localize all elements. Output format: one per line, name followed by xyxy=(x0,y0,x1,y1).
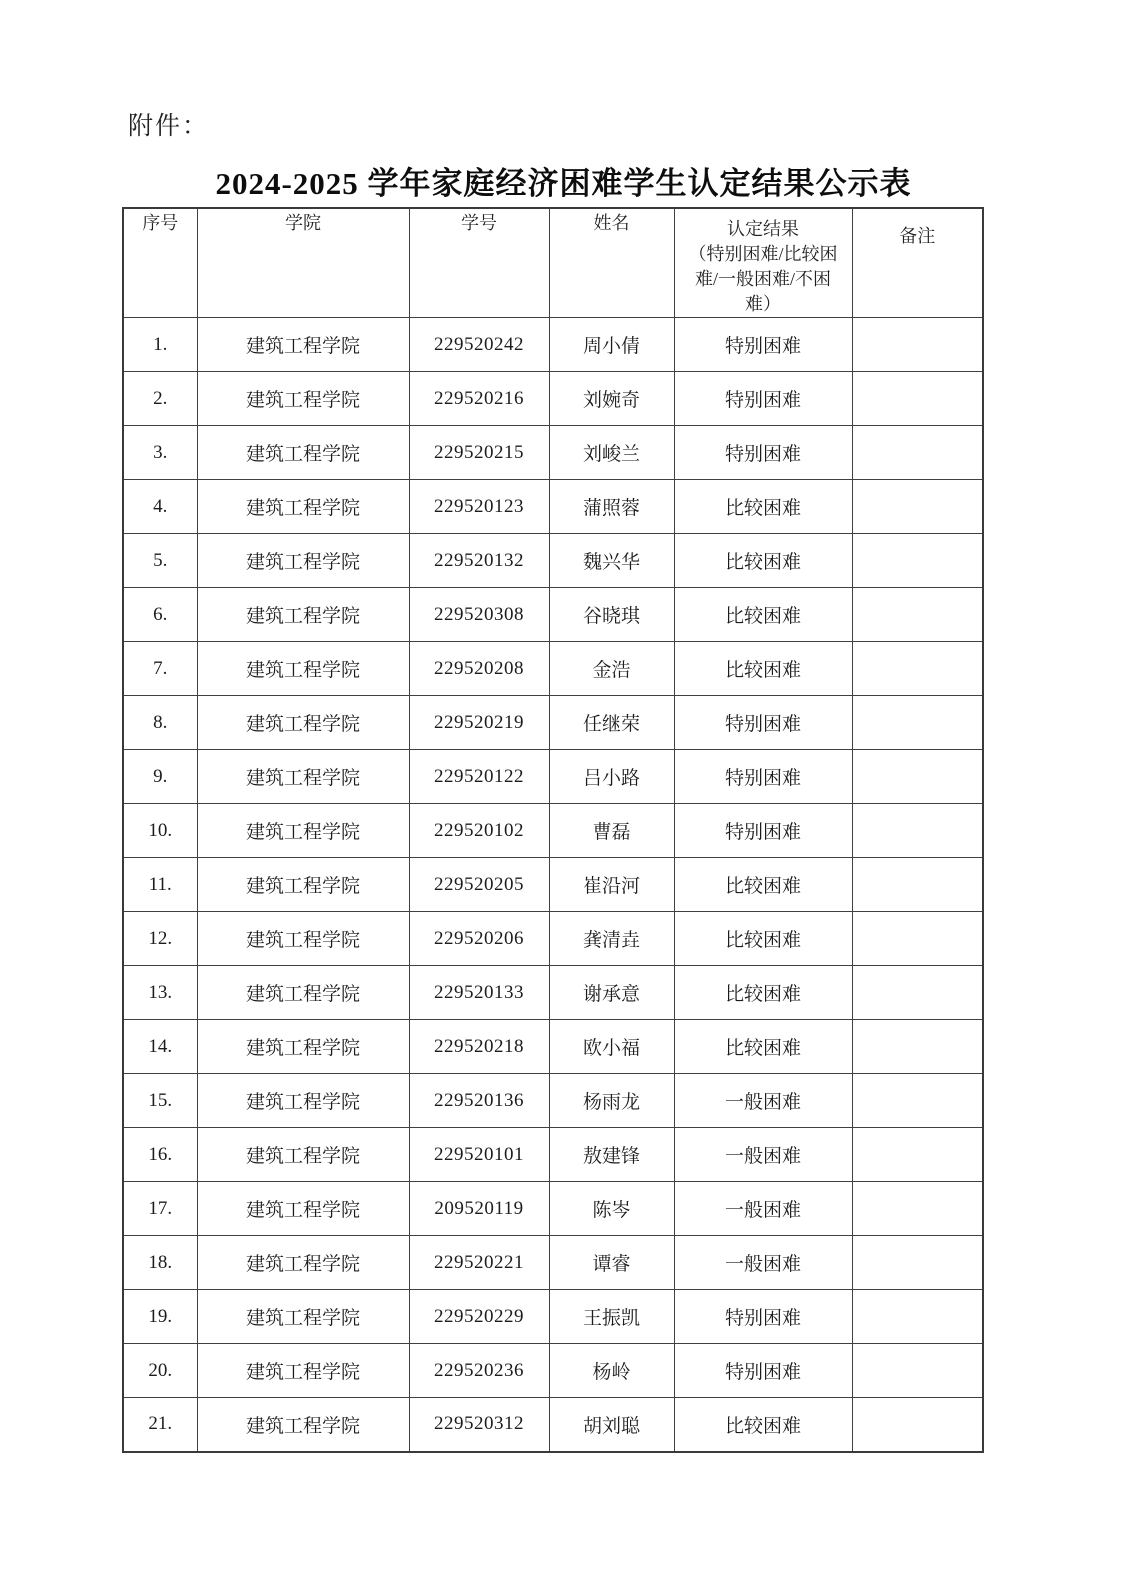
college-cell: 建筑工程学院 xyxy=(197,534,409,588)
table-row xyxy=(123,1398,983,1452)
table-row xyxy=(123,534,983,588)
attachment-label: 附件： xyxy=(128,113,210,140)
table-row xyxy=(123,588,983,642)
remark-cell xyxy=(852,750,983,804)
result-cell: 特别困难 xyxy=(674,1344,852,1398)
row-index-cell: 1. xyxy=(123,318,197,372)
row-index-cell: 17. xyxy=(123,1182,197,1236)
remark-cell xyxy=(852,966,983,1020)
result-cell: 特别困难 xyxy=(674,804,852,858)
row-index-cell: 2. xyxy=(123,372,197,426)
remark-cell xyxy=(852,696,983,750)
student-id-cell: 229520205 xyxy=(409,858,549,912)
row-index-cell: 10. xyxy=(123,804,197,858)
header-student-id: 学号 xyxy=(409,208,549,318)
table-row xyxy=(123,1236,983,1290)
row-index-cell: 21. xyxy=(123,1398,197,1452)
table-header-row xyxy=(123,208,983,318)
remark-cell xyxy=(852,804,983,858)
name-cell: 金浩 xyxy=(549,642,674,696)
result-cell: 特别困难 xyxy=(674,750,852,804)
college-cell: 建筑工程学院 xyxy=(197,1128,409,1182)
table-row xyxy=(123,642,983,696)
table-row xyxy=(123,426,983,480)
result-cell: 特别困难 xyxy=(674,318,852,372)
student-id-cell: 229520312 xyxy=(409,1398,549,1452)
name-cell: 刘婉奇 xyxy=(549,372,674,426)
college-cell: 建筑工程学院 xyxy=(197,696,409,750)
table-row xyxy=(123,804,983,858)
college-cell: 建筑工程学院 xyxy=(197,1344,409,1398)
row-index-cell: 11. xyxy=(123,858,197,912)
result-cell: 特别困难 xyxy=(674,426,852,480)
remark-cell xyxy=(852,858,983,912)
result-cell: 特别困难 xyxy=(674,372,852,426)
name-cell: 刘峻兰 xyxy=(549,426,674,480)
table-row xyxy=(123,1074,983,1128)
result-cell: 比较困难 xyxy=(674,480,852,534)
remark-cell xyxy=(852,480,983,534)
student-id-cell: 229520216 xyxy=(409,372,549,426)
table-row xyxy=(123,1128,983,1182)
table-row xyxy=(123,750,983,804)
remark-cell xyxy=(852,318,983,372)
student-id-cell: 229520133 xyxy=(409,966,549,1020)
row-index-cell: 20. xyxy=(123,1344,197,1398)
remark-cell xyxy=(852,912,983,966)
header-result-categories: （特别困难/比较困难/一般困难/不困难） xyxy=(688,244,838,314)
name-cell: 谢承意 xyxy=(549,966,674,1020)
student-id-cell: 229520208 xyxy=(409,642,549,696)
result-cell: 比较困难 xyxy=(674,534,852,588)
remark-cell xyxy=(852,1074,983,1128)
table-row xyxy=(123,912,983,966)
remark-cell xyxy=(852,1236,983,1290)
college-cell: 建筑工程学院 xyxy=(197,318,409,372)
recognition-results-table xyxy=(122,207,984,1453)
college-cell: 建筑工程学院 xyxy=(197,1020,409,1074)
result-cell: 一般困难 xyxy=(674,1182,852,1236)
name-cell: 谷晓琪 xyxy=(549,588,674,642)
college-cell: 建筑工程学院 xyxy=(197,804,409,858)
college-cell: 建筑工程学院 xyxy=(197,1290,409,1344)
student-id-cell: 229520132 xyxy=(409,534,549,588)
table-row xyxy=(123,858,983,912)
student-id-cell: 229520122 xyxy=(409,750,549,804)
name-cell: 任继荣 xyxy=(549,696,674,750)
table-row xyxy=(123,1020,983,1074)
student-id-cell: 229520242 xyxy=(409,318,549,372)
name-cell: 蒲照蓉 xyxy=(549,480,674,534)
remark-cell xyxy=(852,1344,983,1398)
name-cell: 谭睿 xyxy=(549,1236,674,1290)
row-index-cell: 15. xyxy=(123,1074,197,1128)
header-college: 学院 xyxy=(197,208,409,318)
row-index-cell: 7. xyxy=(123,642,197,696)
table-row xyxy=(123,1290,983,1344)
remark-cell xyxy=(852,426,983,480)
remark-cell xyxy=(852,534,983,588)
name-cell: 陈岑 xyxy=(549,1182,674,1236)
table-row xyxy=(123,1182,983,1236)
remark-cell xyxy=(852,588,983,642)
result-cell: 比较困难 xyxy=(674,642,852,696)
row-index-cell: 19. xyxy=(123,1290,197,1344)
header-result-title: 认定结果 xyxy=(727,219,799,239)
result-cell: 比较困难 xyxy=(674,588,852,642)
table-row xyxy=(123,966,983,1020)
remark-cell xyxy=(852,1020,983,1074)
row-index-cell: 13. xyxy=(123,966,197,1020)
college-cell: 建筑工程学院 xyxy=(197,966,409,1020)
college-cell: 建筑工程学院 xyxy=(197,1236,409,1290)
result-cell: 一般困难 xyxy=(674,1074,852,1128)
college-cell: 建筑工程学院 xyxy=(197,912,409,966)
remark-cell xyxy=(852,1398,983,1452)
college-cell: 建筑工程学院 xyxy=(197,858,409,912)
student-id-cell: 229520102 xyxy=(409,804,549,858)
name-cell: 魏兴华 xyxy=(549,534,674,588)
result-cell: 特别困难 xyxy=(674,696,852,750)
table-row xyxy=(123,1344,983,1398)
student-id-cell: 229520206 xyxy=(409,912,549,966)
college-cell: 建筑工程学院 xyxy=(197,1074,409,1128)
student-id-cell: 229520218 xyxy=(409,1020,549,1074)
row-index-cell: 12. xyxy=(123,912,197,966)
row-index-cell: 14. xyxy=(123,1020,197,1074)
page-title: 2024-2025 学年家庭经济困难学生认定结果公示表 xyxy=(215,166,912,201)
student-id-cell: 229520215 xyxy=(409,426,549,480)
name-cell: 周小倩 xyxy=(549,318,674,372)
result-cell: 比较困难 xyxy=(674,1020,852,1074)
student-id-cell: 229520236 xyxy=(409,1344,549,1398)
name-cell: 敖建锋 xyxy=(549,1128,674,1182)
result-cell: 一般困难 xyxy=(674,1236,852,1290)
row-index-cell: 4. xyxy=(123,480,197,534)
row-index-cell: 6. xyxy=(123,588,197,642)
result-cell: 比较困难 xyxy=(674,858,852,912)
name-cell: 崔沿河 xyxy=(549,858,674,912)
name-cell: 吕小路 xyxy=(549,750,674,804)
result-cell: 比较困难 xyxy=(674,1398,852,1452)
college-cell: 建筑工程学院 xyxy=(197,426,409,480)
student-id-cell: 229520229 xyxy=(409,1290,549,1344)
name-cell: 曹磊 xyxy=(549,804,674,858)
remark-cell xyxy=(852,642,983,696)
name-cell: 欧小福 xyxy=(549,1020,674,1074)
table-body xyxy=(123,318,983,1452)
college-cell: 建筑工程学院 xyxy=(197,1398,409,1452)
table-row xyxy=(123,372,983,426)
name-cell: 龚清垚 xyxy=(549,912,674,966)
remark-cell xyxy=(852,1128,983,1182)
row-index-cell: 9. xyxy=(123,750,197,804)
header-result xyxy=(674,208,852,318)
remark-cell xyxy=(852,372,983,426)
name-cell: 王振凯 xyxy=(549,1290,674,1344)
name-cell: 杨雨龙 xyxy=(549,1074,674,1128)
remark-cell xyxy=(852,1182,983,1236)
header-index: 序号 xyxy=(123,208,197,318)
college-cell: 建筑工程学院 xyxy=(197,588,409,642)
college-cell: 建筑工程学院 xyxy=(197,1182,409,1236)
result-cell: 特别困难 xyxy=(674,1290,852,1344)
student-id-cell: 229520308 xyxy=(409,588,549,642)
row-index-cell: 18. xyxy=(123,1236,197,1290)
header-remark: 备注 xyxy=(852,208,983,318)
college-cell: 建筑工程学院 xyxy=(197,642,409,696)
student-id-cell: 229520136 xyxy=(409,1074,549,1128)
student-id-cell: 229520221 xyxy=(409,1236,549,1290)
name-cell: 杨岭 xyxy=(549,1344,674,1398)
college-cell: 建筑工程学院 xyxy=(197,750,409,804)
name-cell: 胡刘聪 xyxy=(549,1398,674,1452)
student-id-cell: 229520219 xyxy=(409,696,549,750)
row-index-cell: 16. xyxy=(123,1128,197,1182)
table-row xyxy=(123,696,983,750)
row-index-cell: 5. xyxy=(123,534,197,588)
result-cell: 比较困难 xyxy=(674,912,852,966)
table-row xyxy=(123,480,983,534)
result-cell: 一般困难 xyxy=(674,1128,852,1182)
student-id-cell: 229520123 xyxy=(409,480,549,534)
header-name: 姓名 xyxy=(549,208,674,318)
table-row xyxy=(123,318,983,372)
row-index-cell: 3. xyxy=(123,426,197,480)
college-cell: 建筑工程学院 xyxy=(197,480,409,534)
college-cell: 建筑工程学院 xyxy=(197,372,409,426)
student-id-cell: 229520101 xyxy=(409,1128,549,1182)
remark-cell xyxy=(852,1290,983,1344)
student-id-cell: 209520119 xyxy=(409,1182,549,1236)
result-cell: 比较困难 xyxy=(674,966,852,1020)
row-index-cell: 8. xyxy=(123,696,197,750)
